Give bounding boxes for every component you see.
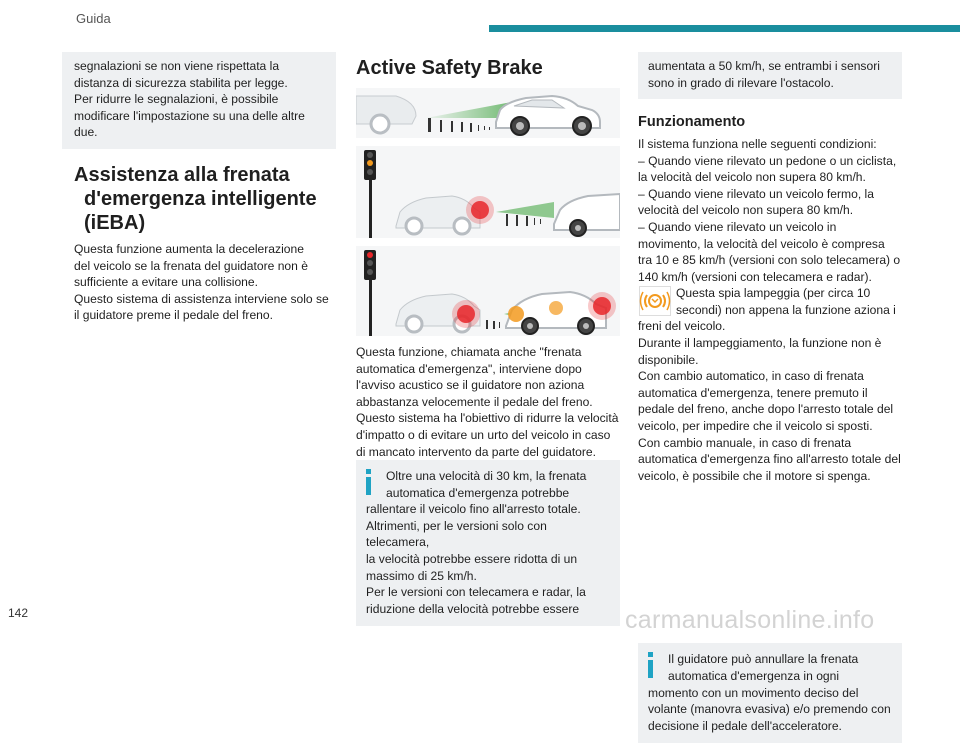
note-line: momento con un movimento deciso del bbox=[648, 685, 859, 700]
left-column bbox=[62, 52, 336, 324]
middle-info-note bbox=[356, 460, 620, 626]
body-line: velocità del veicolo non supera 80 km/h. bbox=[638, 203, 854, 218]
car-scene-svg bbox=[356, 146, 620, 238]
body-line: Questo sistema ha l'obiettivo di ridurre la velocità bbox=[356, 411, 619, 426]
body-line: Questa funzione aumenta la decelerazione bbox=[74, 241, 304, 256]
illustration-red-braking bbox=[356, 246, 620, 336]
car-scene-svg bbox=[356, 246, 620, 336]
body-line: l'avviso acustico se il guidatore non aziona bbox=[356, 378, 585, 393]
note-line: Altrimenti, per le versioni solo con telecamera, bbox=[366, 518, 547, 550]
behaviour-body bbox=[638, 318, 908, 484]
note-line: modificare l'impostazione su una delle altre bbox=[74, 108, 305, 123]
body-line: pedale del freno, anche dopo l'arresto totale del bbox=[638, 402, 894, 417]
body-line: veicolo, per impedire che il veicolo si sposti. bbox=[638, 418, 873, 433]
middle-body bbox=[356, 344, 624, 460]
car-scene-svg bbox=[356, 88, 620, 138]
middle-column bbox=[356, 56, 620, 80]
note-line: volante (manovra evasiva) e/o premendo con bbox=[648, 702, 891, 717]
note-line: rallentare il veicolo fino all'arresto totale. bbox=[366, 502, 581, 517]
title-line: d'emergenza intelligente bbox=[84, 187, 317, 210]
body-line: Questo sistema di assistenza interviene solo se bbox=[74, 291, 329, 306]
body-line: di mancato intervento da parte del guidatore. bbox=[356, 444, 597, 459]
body-line: automatica d'emergenza, tenere premuto il bbox=[638, 385, 868, 400]
title-line: Assistenza alla frenata bbox=[74, 163, 290, 186]
watermark: carmanualsonline.info bbox=[625, 606, 875, 634]
page-number: 142 bbox=[8, 606, 29, 620]
right-column bbox=[638, 114, 908, 484]
info-icon bbox=[647, 652, 654, 678]
traffic-light-icon bbox=[364, 250, 376, 336]
note-line: Il guidatore può annullare la frenata bbox=[668, 652, 859, 667]
illustration-moving-vehicle bbox=[356, 88, 620, 138]
body-line: il guidatore preme il pedale del freno. bbox=[74, 308, 273, 323]
body-line: abbastanza velocemente il pedale del freno. bbox=[356, 394, 593, 409]
funzionamento-heading: Funzionamento bbox=[638, 114, 746, 130]
body-line: – Quando viene rilevato un veicolo fermo, la bbox=[638, 186, 874, 201]
iEBA-title bbox=[62, 163, 336, 235]
conditions-body bbox=[638, 136, 908, 285]
note-line: aumentata a 50 km/h, se entrambi i sensori bbox=[648, 59, 880, 73]
body-line: Durante il lampeggiamento, la funzione non è bbox=[638, 335, 882, 350]
note-line: riduzione della velocità potrebbe essere bbox=[366, 601, 580, 616]
note-line: Oltre una velocità di 30 km, la frenata bbox=[386, 469, 587, 483]
car-icon bbox=[496, 96, 600, 135]
lamp-line: secondi) non appena la funzione aziona i bbox=[676, 302, 896, 317]
body-line: tra 10 e 85 km/h (versioni con solo telecamera) o bbox=[638, 253, 901, 268]
body-line: – Quando viene rilevato un veicolo in bbox=[638, 219, 837, 234]
car-icon bbox=[554, 194, 620, 236]
asb-title: Active Safety Brake bbox=[356, 57, 543, 79]
note-line: automatica d'emergenza in ogni bbox=[668, 668, 840, 683]
traffic-light-icon bbox=[364, 150, 376, 238]
brake-warning-lamp-icon bbox=[639, 286, 671, 316]
body-line: d'impatto o di evitare un urto del veicolo in caso bbox=[356, 427, 611, 442]
body-line: movimento, la velocità del veicolo è compresa bbox=[638, 236, 885, 251]
body-line: la velocità del veicolo non supera 80 km/h. bbox=[638, 170, 866, 185]
body-line: Con cambio manuale, in caso di frenata bbox=[638, 435, 852, 450]
note-line: distanza di sicurezza stabilita per legge. bbox=[74, 75, 288, 90]
body-line: disponibile. bbox=[638, 352, 699, 367]
note-line: massimo di 25 km/h. bbox=[366, 568, 477, 583]
right-note bbox=[638, 52, 902, 99]
body-line: del veicolo se la frenata del guidatore non è bbox=[74, 258, 308, 273]
left-note bbox=[62, 52, 336, 149]
body-line: automatica d'emergenza", interviene dopo bbox=[356, 361, 582, 376]
note-line: sono in grado di rilevare l'ostacolo. bbox=[648, 75, 834, 90]
section-label: Guida bbox=[76, 11, 111, 26]
note-line: Per le versioni con telecamera e radar, la bbox=[366, 585, 586, 600]
body-line: 140 km/h (versioni con telecamera e radar). bbox=[638, 269, 872, 284]
lamp-row bbox=[638, 285, 908, 318]
right-info-note bbox=[638, 643, 902, 743]
body-line: Con cambio automatico, in caso di frenata bbox=[638, 369, 864, 384]
info-icon bbox=[365, 469, 372, 495]
body-line: automatica d'emergenza fino all'arresto totale del bbox=[638, 452, 901, 467]
illustration-orange-warning bbox=[356, 146, 620, 238]
sensor-beam bbox=[496, 202, 554, 218]
iEBA-body bbox=[62, 241, 336, 324]
note-line: due. bbox=[74, 125, 98, 140]
body-line: Il sistema funziona nelle seguenti condizioni: bbox=[638, 137, 877, 151]
body-line: sufficiente a evitare una collisione. bbox=[74, 275, 258, 290]
note-line: la velocità potrebbe essere ridotta di un bbox=[366, 551, 578, 566]
note-line: automatica d'emergenza potrebbe bbox=[386, 485, 570, 500]
title-line: (iEBA) bbox=[84, 211, 146, 234]
lamp-line: Questa spia lampeggia (per circa 10 bbox=[676, 286, 871, 301]
body-line: veicolo, è possibile che il motore si spenga. bbox=[638, 468, 871, 483]
body-line: Questa funzione, chiamata anche "frenata bbox=[356, 345, 582, 359]
body-line: freni del veicolo. bbox=[638, 319, 726, 334]
note-line: segnalazioni se non viene rispettata la bbox=[74, 59, 280, 73]
note-line: Per ridurre le segnalazioni, è possibile bbox=[74, 92, 279, 107]
note-line: decisione il pedale dell'acceleratore. bbox=[648, 718, 842, 733]
body-line: – Quando viene rilevato un pedone o un ciclista, bbox=[638, 153, 897, 168]
distance-marks bbox=[428, 118, 490, 132]
header-accent-bar bbox=[489, 25, 960, 32]
